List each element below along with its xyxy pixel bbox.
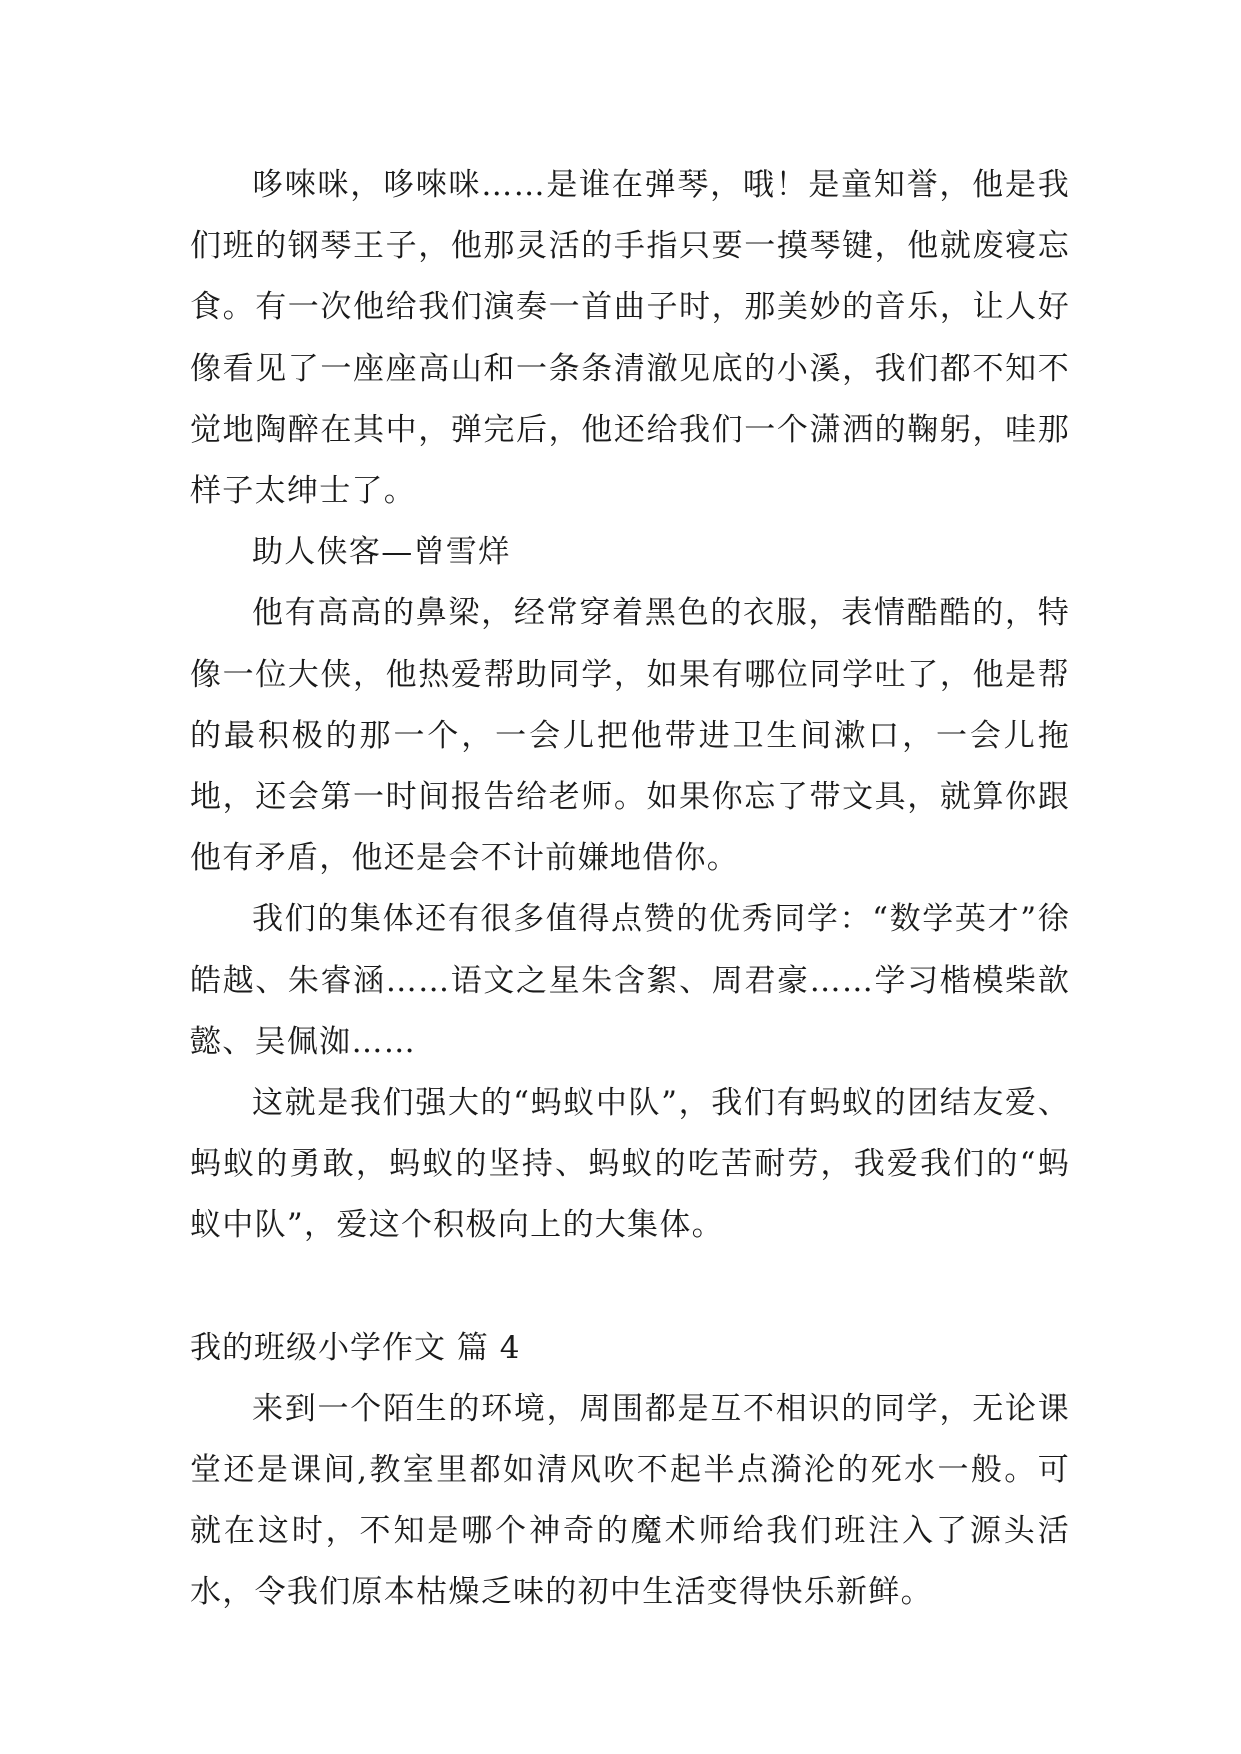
paragraph-classmates: 我们的集体还有很多值得点赞的优秀同学：“数学英才”徐皓越、朱睿涵……语文之星朱含絮、周君豪……学习楷模柴歆懿、吴佩洳…… (190, 901, 1070, 1060)
document-body (190, 155, 1070, 1624)
paragraph-new-environment: 来到一个陌生的环境，周围都是互不相识的同学，无论课堂还是课间,教室里都如清风吹不起半点漪沦的死水一般。可就在这时，不知是哪个神奇的魔术师给我们班注入了源头活水，令我们原本枯燥乏味的初中生活变得快乐新鲜。 (190, 1390, 1070, 1611)
paragraph-ant-squad: 这就是我们强大的“蚂蚁中队”，我们有蚂蚁的团结友爱、蚂蚁的勇敢，蚂蚁的坚持、蚂蚁的吃苦耐劳，我爱我们的“蚂蚁中队”，爱这个积极向上的大集体。 (190, 1085, 1070, 1244)
paragraph-piano-prince: 哆唻咪，哆唻咪……是谁在弹琴，哦！是童知誉，他是我们班的钢琴王子，他那灵活的手指只要一摸琴键，他就废寝忘食。有一次他给我们演奏一首曲子时，那美妙的音乐，让人好像看见了一座座高山和一条条清澈见底的小溪，我们都不知不觉地陶醉在其中，弹完后，他还给我们一个潇洒的鞠躬，哇那样子太绅士了。 (190, 167, 1070, 510)
paragraph-helper: 他有高高的鼻梁，经常穿着黑色的衣服，表情酷酷的，特像一位大侠，他热爱帮助同学，如果有哪位同学吐了，他是帮的最积极的那一个，一会儿把他带进卫生间漱口，一会儿拖地，还会第一时间报告给老师。如果你忘了带文具，就算你跟他有矛盾，他还是会不计前嫌地借你。 (190, 595, 1070, 877)
subheading-helper: 助人侠客—曾雪烊 (252, 534, 511, 571)
section-title: 我的班级小学作文 篇 4 (190, 1329, 521, 1366)
